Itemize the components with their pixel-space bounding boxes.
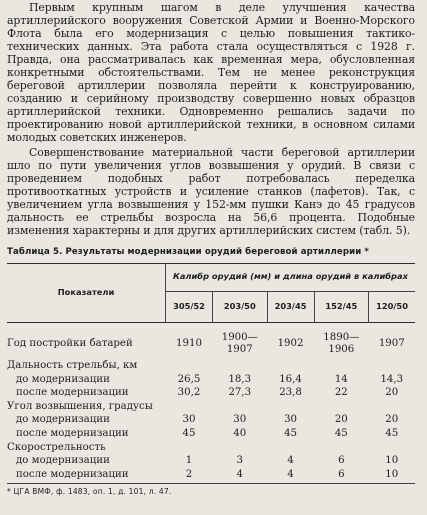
table-cell: 23,8 [279, 387, 302, 399]
table-body [7, 329, 415, 481]
caliber-header-cell: 203/45 [267, 292, 314, 323]
table-cell: 2 [185, 468, 193, 480]
caliber-header-cell: 152/45 [314, 292, 369, 323]
modernization-table [7, 263, 415, 481]
table-cell [166, 441, 213, 455]
table-cell: 1 [185, 455, 193, 467]
table-cell: 1907 [378, 338, 405, 350]
table-cell: 45 [182, 427, 196, 439]
table-cell: 20 [334, 414, 348, 426]
table-cell [213, 441, 268, 455]
table-cell [166, 400, 213, 414]
table-cell [166, 359, 213, 373]
table-row [7, 400, 415, 414]
table-title: Таблица 5. Результаты модернизации орудий береговой артиллерии * [7, 247, 369, 257]
table-cell: 30 [233, 414, 247, 426]
table-cell [314, 359, 369, 373]
table-row [7, 468, 415, 482]
table-cell: 22 [334, 387, 348, 399]
indicator-header: Показатели [7, 264, 166, 323]
row-label: Угол возвышения, градусы [7, 400, 153, 412]
table-cell: 20 [385, 414, 399, 426]
table-cell: 30,2 [177, 387, 201, 399]
paragraph-2: Совершенствование материальной части береговой артиллерии шло по пути увеличения углов возвышения у орудий. В связи с проведением подобных работ потребовалась переделка противооткатных устройств и усиление станков (лафетов). Так, с увеличением угла возвышения у 152-мм пушки Канэ до 45 градусов дальность ее стрельбы возросла на 56,6 процента. Подобные изменения характерны и для других артиллерийских систем (табл. 5). [7, 146, 415, 237]
table-row [7, 329, 415, 359]
table-cell [213, 359, 268, 373]
row-label: до модернизации [16, 455, 110, 467]
paragraph-1: Первым крупным шагом в деле улучшения качества артиллерийского вооружения Советской Армии и Военно-Морского Флота была его модернизация с целью повышения тактико-технических данных. Эта работа стала осуществляться с 1928 г. Правда, она рассматривалась как временная мера, обусловленная конкретными обстоятельствами. Тем не менее реконструкция береговой артиллерии позволяла перейти к конструированию, созданию и серийному производству совершенно новых образцов артиллерийской техники. Одновременно решались задачи по проектированию новой артиллерийской техники, в основном силами молодых советских инженеров. [7, 1, 415, 144]
caliber-header: Калибр орудий (мм) и длина орудий в калибрах [166, 264, 416, 292]
row-label: до модернизации [16, 414, 110, 426]
row-label: Скорострельность [7, 441, 106, 453]
table-cell [314, 400, 369, 414]
table-cell: 20 [385, 387, 399, 399]
table-cell: 4 [287, 468, 294, 480]
table-cell [267, 359, 314, 373]
caliber-header-cell: 305/52 [173, 301, 205, 312]
table-row [7, 413, 415, 427]
row-label: Год постройки батарей [7, 338, 133, 350]
table-row [7, 454, 415, 468]
row-label: до модернизации [16, 373, 110, 385]
table-cell: 26,5 [177, 373, 201, 385]
table-row [7, 359, 415, 373]
row-label: Дальность стрельбы, км [7, 360, 138, 371]
row-label: после модернизации [16, 468, 129, 480]
table-cell: 1910 [176, 338, 202, 350]
table-row [7, 386, 415, 400]
table-cell [314, 441, 369, 455]
table-cell: 45 [284, 427, 298, 439]
row-label: после модернизации [16, 427, 129, 439]
table-cell: 14,3 [380, 373, 404, 385]
table-cell: 6 [338, 468, 345, 480]
row-label: после модернизации [16, 387, 129, 399]
table-cell: 45 [334, 427, 348, 439]
table-cell: 18,3 [228, 373, 252, 385]
table-cell: 4 [236, 468, 244, 480]
table-cell: 10 [385, 468, 399, 480]
footnote-rule [7, 483, 415, 484]
table-container [7, 263, 415, 496]
table-cell: 6 [338, 455, 345, 467]
table-row [7, 427, 415, 441]
table-cell: 1902 [277, 338, 304, 350]
table-cell: 4 [287, 455, 294, 467]
table-cell: 3 [236, 455, 244, 467]
table-cell: 45 [385, 427, 399, 439]
table-cell [369, 359, 415, 373]
table-cell [267, 441, 314, 455]
table-cell [267, 400, 314, 414]
table-cell [213, 400, 268, 414]
table-cell: 14 [334, 373, 348, 385]
table-cell: 40 [233, 427, 247, 439]
table-cell: 10 [385, 455, 399, 467]
table-cell: 1900— 1907 [221, 332, 258, 355]
caliber-header-cell: 120/50 [369, 292, 415, 323]
caliber-header-cell: 203/50 [213, 292, 268, 323]
table-cell: 1890— 1906 [323, 332, 360, 355]
table-cell: 27,3 [228, 387, 252, 399]
table-footnote: * ЦГА ВМФ, ф. 1483, оп. 1, д. 101, л. 47. [7, 487, 172, 497]
table-cell [369, 441, 415, 455]
table-cell: 16,4 [279, 373, 302, 385]
table-cell [369, 400, 415, 414]
table-cell: 30 [284, 414, 298, 426]
table-row [7, 441, 415, 455]
table-row [7, 373, 415, 387]
table-cell: 30 [182, 414, 196, 426]
